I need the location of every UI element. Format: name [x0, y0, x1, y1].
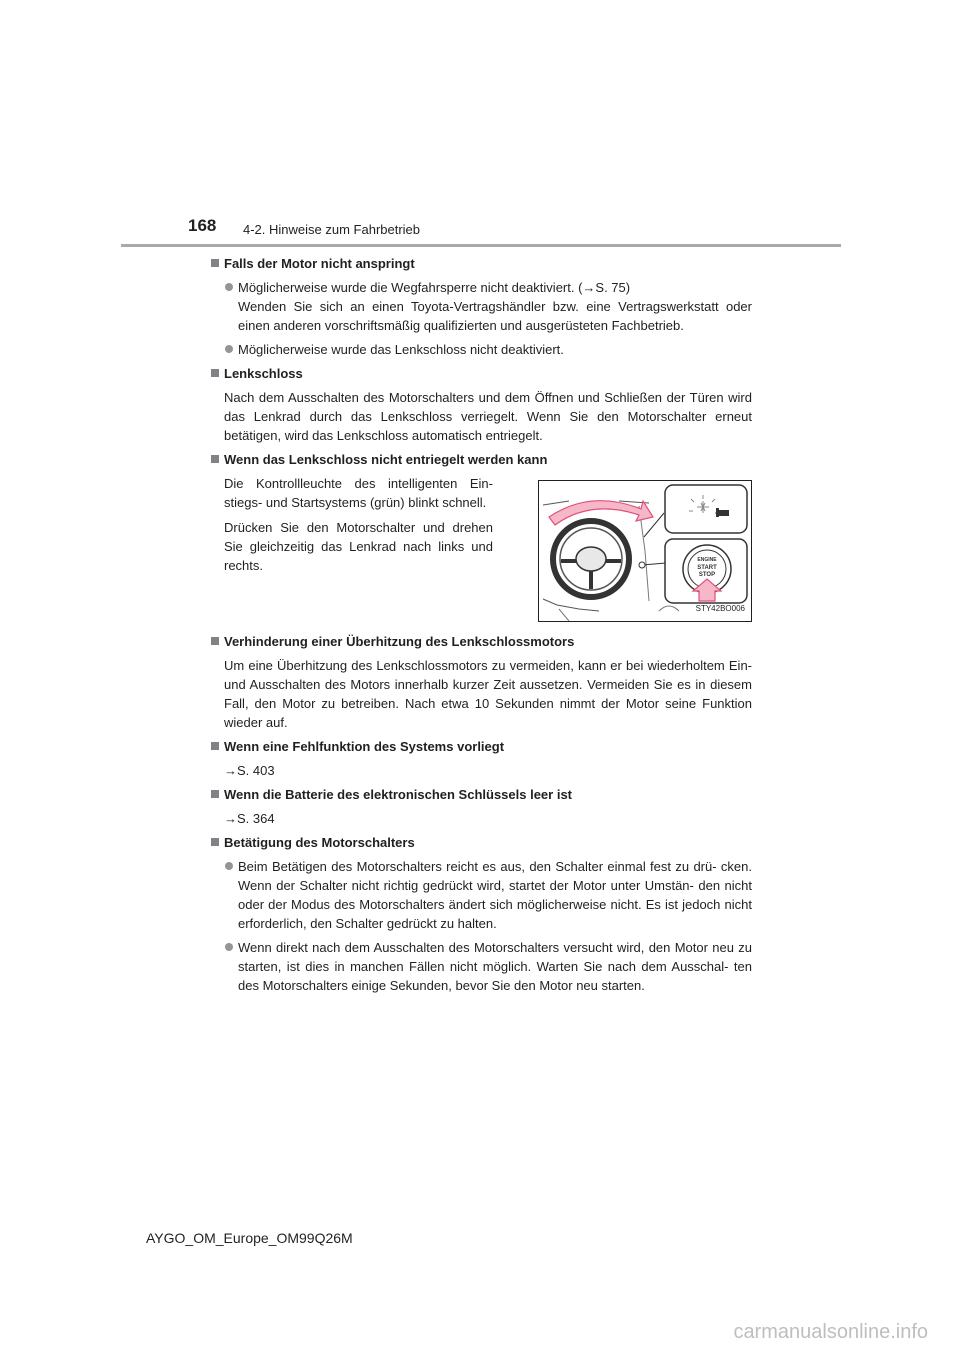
button-label-engine: ENGINE — [697, 557, 717, 563]
bullet-immobilizer-cont: Wenden Sie sich an einen Toyota-Vertragshändler bzw. eine Vertragswerkstatt oder einen anderen vorschriftsmäßig qualifizierten und ausgerüsteten Fachbetrieb. — [238, 299, 752, 333]
steering-lock-indicator-icon — [665, 485, 747, 533]
heading-steering-lock: Lenkschloss — [210, 364, 752, 383]
lock-release-section — [210, 474, 752, 622]
heading-engine-switch: Betätigung des Motorschalters — [210, 833, 752, 852]
bullet-immobilizer-text: Möglicherweise wurde die Wegfahrsperre nicht deaktiviert. (→S. 75) — [238, 280, 631, 295]
section-title: 4-2. Hinweise zum Fahrbetrieb — [243, 222, 421, 237]
button-label-start: START — [697, 565, 717, 571]
watermark: carmanualsonline.info — [733, 1321, 928, 1343]
steering-lock-text: Nach dem Ausschalten des Motorschalters und dem Öffnen und Schließen der Türen wird das Lenkrad durch das Lenkschloss verriegelt. Wenn Sie den Motorschalter erneut betätigen, wird das Lenkschloss automatisch entriegelt. — [224, 390, 752, 443]
overheat-text: Um eine Überhitzung des Lenkschlossmotors zu vermeiden, kann er bei wiederholtem Ein- und Ausschalten des Motors innerhalb kurzer Zeit aussetzen. Vermeiden Sie es in diesem Fall, den Motor zu betreiben. Nach etwa 10 Sekunden nimmt der Motor seine Funktion wieder auf. — [224, 658, 752, 730]
bullet-immobilizer — [210, 278, 752, 335]
header-divider — [121, 244, 841, 247]
heading-key-battery: Wenn die Batterie des elektronischen Schlüssels leer ist — [210, 785, 752, 804]
heading-overheat: Verhinderung einer Überhitzung des Lenkschlossmotors — [210, 632, 752, 651]
page-number: 168 — [188, 216, 217, 235]
heading-engine-not-starting: Falls der Motor nicht anspringt — [210, 254, 752, 273]
steering-figure — [538, 480, 752, 622]
bullet-steering-lock: Möglicherweise wurde das Lenkschloss nicht deaktiviert. — [210, 340, 752, 359]
footer-doc-id: AYGO_OM_Europe_OM99Q26M — [146, 1230, 353, 1246]
button-label-stop: STOP — [698, 572, 716, 578]
heading-lock-not-released: Wenn das Lenkschloss nicht entriegelt werden kann — [210, 450, 752, 469]
indicator-text: Die Kontrollleuchte des intelligenten Ein- stiegs- und Startsystems (grün) blinkt schnell. — [224, 476, 493, 510]
engine-start-stop-button-icon — [665, 539, 747, 603]
malfunction-page-ref: →S. 403 — [224, 763, 275, 778]
heading-system-malfunction: Wenn eine Fehlfunktion des Systems vorliegt — [210, 737, 752, 756]
bullet-restart: Wenn direkt nach dem Ausschalten des Motorschalters versucht wird, den Motor neu zu starten, ist dies in manchen Fällen nicht möglich. Warten Sie nach dem Ausschal- ten des Motorschalters einige Sekunden, bevor Sie den Motor neu starten. — [210, 938, 752, 995]
steering-wheel-icon — [553, 521, 629, 597]
key-battery-page-ref: →S. 364 — [224, 811, 275, 826]
page-content — [210, 254, 752, 1000]
figure-code: STY42BO006 — [695, 604, 745, 613]
instruction-text: Drücken Sie den Motorschalter und drehen Sie gleichzeitig das Lenkrad nach links und rechts. — [224, 520, 493, 573]
bullet-press-switch: Beim Betätigen des Motorschalters reicht es aus, den Schalter einmal fest zu drü- cken. Wenn der Schalter nicht richtig gedrückt wird, startet der Motor unter Umstän- den nicht oder der Modus des Motorschalters ändert sich möglicherweise nicht. Es ist jedoch nicht erforderlich, den Schalter gedrückt zu halten. — [210, 857, 752, 933]
